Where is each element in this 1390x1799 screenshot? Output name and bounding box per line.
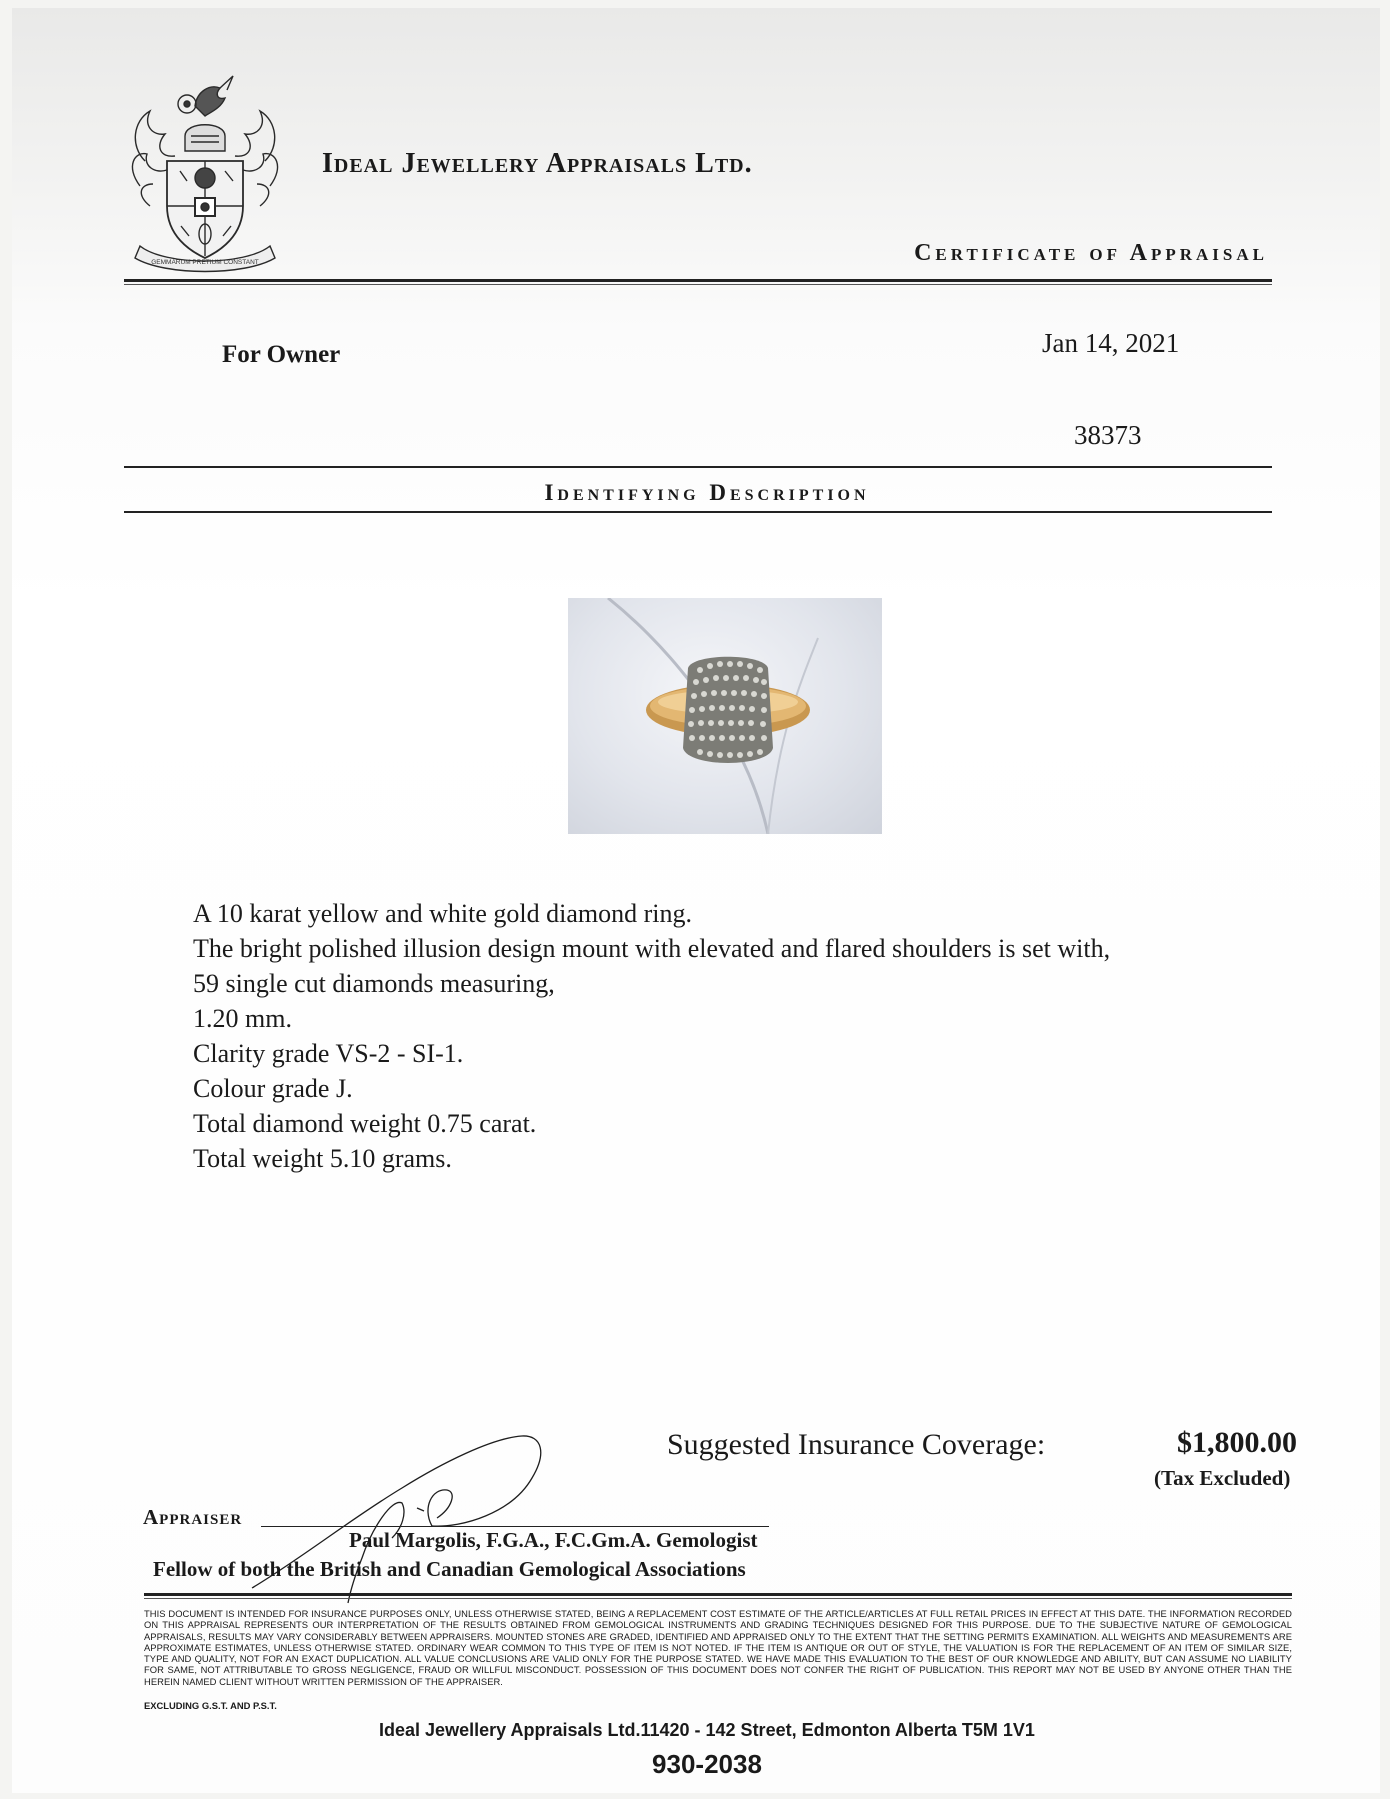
- description-line: Total diamond weight 0.75 carat.: [193, 1109, 537, 1138]
- item-description: [193, 896, 1110, 1176]
- tax-exclusion: EXCLUDING G.S.T. AND P.S.T.: [144, 1700, 277, 1711]
- tax-note: (Tax Excluded): [1154, 1466, 1291, 1490]
- company-address: Ideal Jewellery Appraisals Ltd.11420 - 142 Street, Edmonton Alberta T5M 1V1: [379, 1720, 1035, 1740]
- description-line: Colour grade J.: [193, 1074, 353, 1103]
- appraisal-date: Jan 14, 2021: [1042, 328, 1180, 358]
- reference-number: 38373: [1074, 420, 1142, 450]
- appraiser-label: Appraiser: [143, 1505, 243, 1529]
- signature-line: [261, 1526, 769, 1527]
- owner-label: For Owner: [222, 341, 341, 368]
- certificate-title: Certificate of Appraisal: [914, 240, 1268, 266]
- section-rule-top: [124, 466, 1272, 468]
- section-rule-bottom: [124, 511, 1272, 513]
- disclaimer-text: THIS DOCUMENT IS INTENDED FOR INSURANCE PURPOSES ONLY, UNLESS OTHERWISE STATED, BEING A REPLACEMENT COST ESTIMATE OF THE ARTICLE/ARTICLES AT FULL RETAIL PRICES IN EFFECT AT THIS DATE. THE INFORMATION RECORDED ON THIS APPRAISAL REPRESENTS OUR INTERPRETATION OF THE RESULTS OBTAINED FROM GEMOLOGICAL INSTRUMENTS AND GRADING TECHNIQUES DESIGNED FOR THIS PURPOSE. DUE TO THE SUBJECTIVE NATURE OF GEMOLOGICAL APPRAISALS, RESULTS MAY VARY CONSIDERABLY BETWEEN APPRAISERS. MOUNTED STONES ARE GRADED, IDENTIFIED AND APPRAISED ONLY TO THE EXTENT THAT THE SETTING PERMITS EXAMINATION. ALL WEIGHTS AND MEASUREMENTS ARE APPROXIMATE ESTIMATES, UNLESS OTHERWISE STATED. ORDINARY WEAR COMMON TO THIS TYPE OF ITEM IS NOT NOTED. IF THE ITEM IS ANTIQUE OR OUT OF STYLE, THE VALUATION IS FOR THE REPLACEMENT OF AN ITEM OF SIMILAR SIZE, TYPE AND QUALITY, NOT FOR AN EXACT DUPLICATION. ALL VALUE CONCLUSIONS ARE VALID ONLY FOR THE PURPOSE STATED. WE HAVE MADE THIS EVALUATION TO THE BEST OF OUR KNOWLEDGE AND ABILITY, BUT CAN ASSUME NO LIABILITY FOR SAME, NOT ATTRIBUTABLE TO GROSS NEGLIGENCE, FRAUD OR WILLFUL MISCONDUCT. POSSESSION OF THIS DOCUMENT DOES NOT CONFER THE RIGHT OF PUBLICATION. THIS REPORT MAY NOT BE USED BY ANYONE OTHER THAN THE HEREIN NAMED CLIENT WITHOUT WRITTEN PERMISSION OF THE APPRAISER.: [144, 1608, 1292, 1687]
- company-phone: 930-2038: [652, 1749, 762, 1779]
- section-title: Identifying Description: [544, 480, 870, 505]
- description-line: Total weight 5.10 grams.: [193, 1144, 452, 1173]
- certificate-page: [12, 8, 1380, 1793]
- description-line: 1.20 mm.: [193, 1004, 292, 1033]
- description-line: Clarity grade VS-2 - SI-1.: [193, 1039, 464, 1068]
- company-name: Ideal Jewellery Appraisals Ltd.: [322, 148, 753, 179]
- disclaimer-rule-thin: [144, 1598, 1292, 1599]
- ring-photo: [568, 598, 882, 834]
- insurance-label: Suggested Insurance Coverage:: [667, 1428, 1046, 1461]
- description-line: A 10 karat yellow and white gold diamond ring.: [193, 899, 692, 928]
- insurance-value: $1,800.00: [1177, 1426, 1297, 1459]
- header-rule: [124, 279, 1272, 282]
- coat-of-arms-icon: [125, 66, 285, 276]
- appraiser-name: Paul Margolis, F.G.A., F.C.Gm.A. Gemologist: [349, 1528, 758, 1552]
- description-line: 59 single cut diamonds measuring,: [193, 969, 555, 998]
- description-line: The bright polished illusion design mount with elevated and flared shoulders is set with,: [193, 934, 1111, 963]
- svg-text:GEMMARUM PRETIUM CONSTANT: GEMMARUM PRETIUM CONSTANT: [151, 259, 259, 266]
- ring-photo-icon: [568, 598, 882, 834]
- appraiser-fellowship: Fellow of both the British and Canadian Gemological Associations: [153, 1557, 746, 1581]
- disclaimer-rule: [144, 1593, 1292, 1596]
- header-rule-thin: [124, 284, 1272, 285]
